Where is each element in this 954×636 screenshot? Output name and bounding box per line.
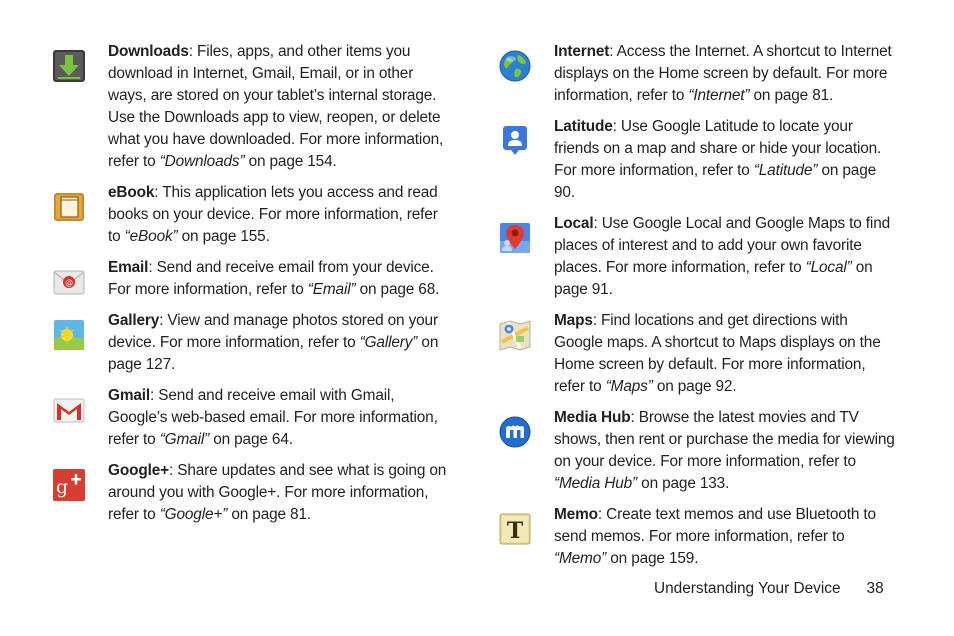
entry-title: Downloads — [108, 43, 189, 60]
entry-page: on page 154. — [244, 153, 337, 170]
entry-ref: “Internet” — [688, 87, 750, 104]
entry-local — [498, 213, 898, 301]
latitude-icon — [498, 124, 532, 158]
entry-ref: “Email” — [307, 281, 356, 298]
entry-google-plus — [52, 460, 452, 526]
entry-desc: : Send and receive email from your device. For more information, refer to — [108, 259, 434, 298]
email-icon — [52, 265, 86, 299]
media-hub-icon — [498, 415, 532, 449]
entry-desc: : Share updates and see what is going on around you with Google+. For more information, refer to — [108, 462, 447, 523]
entry-page: on page 91. — [554, 259, 873, 298]
entry-ref: “eBook” — [124, 228, 178, 245]
entry-desc: : Use Google Local and Google Maps to find places of interest and to add your own favorite places. For more information, refer to — [554, 215, 891, 276]
entry-desc: : Access the Internet. A shortcut to Internet displays on the Home screen by default. For more information, refer to — [554, 43, 892, 104]
entry-ref: “Memo” — [554, 550, 607, 567]
svg-text:g: g — [55, 476, 69, 498]
entry-gallery — [52, 310, 452, 376]
entry-desc: : Create text memos and use Bluetooth to send memos. For more information, refer to — [554, 506, 876, 545]
entry-ref: “Latitude” — [753, 162, 818, 179]
entry-title: Gallery — [108, 312, 160, 329]
entry-memo — [498, 504, 898, 570]
entry-gmail — [52, 385, 452, 451]
entry-title: Local — [554, 215, 594, 232]
google-plus-icon — [52, 468, 86, 502]
entry-page: on page 68. — [355, 281, 440, 298]
footer-page-number: 38 — [866, 580, 884, 597]
entry-desc: : Files, apps, and other items you download in Internet, Gmail, Email, or in other ways, are stored on your tablet’s internal storage. Use the Downloads app to view, reopen, or delete what you have downloaded. For more information, refer to — [108, 43, 444, 170]
gallery-icon — [52, 318, 86, 352]
entry-title: Google+ — [108, 462, 169, 479]
entry-page: on page 90. — [554, 162, 877, 201]
entry-title: Memo — [554, 506, 598, 523]
entry-desc: : This application lets you access and read books on your device. For more information, refer to — [108, 184, 438, 245]
entry-media-hub — [498, 407, 898, 495]
entry-page: on page 155. — [177, 228, 270, 245]
entry-title: Media Hub — [554, 409, 631, 426]
entry-desc: : Use Google Latitude to locate your friends on a map and share or hide your location. For more information, refer to — [554, 118, 882, 179]
entry-page: on page 159. — [606, 550, 699, 567]
downloads-icon — [52, 49, 86, 83]
local-pin-icon — [498, 221, 532, 255]
left-column — [52, 41, 452, 526]
entry-page: on page 81. — [227, 506, 311, 523]
entry-page: on page 81. — [749, 87, 834, 104]
entry-ref: “Maps” — [605, 378, 653, 395]
entry-maps — [498, 310, 898, 398]
entry-page: on page 92. — [652, 378, 737, 395]
svg-text:T: T — [506, 518, 524, 544]
entry-latitude — [498, 116, 898, 204]
entry-ref: “Gmail” — [159, 431, 210, 448]
ebook-icon — [52, 190, 86, 224]
entry-ref: “Downloads” — [159, 153, 245, 170]
entry-desc: : View and manage photos stored on your device. For more information, refer to — [108, 312, 438, 351]
entry-ref: “Media Hub” — [554, 475, 638, 492]
entry-page: on page 133. — [637, 475, 730, 492]
entry-page: on page 127. — [108, 334, 439, 373]
entry-title: Latitude — [554, 118, 613, 135]
footer-section-title: Understanding Your Device — [654, 580, 841, 597]
entry-desc: : Browse the latest movies and TV shows, then rent or purchase the media for viewing on your device. For more information, refer to — [554, 409, 895, 470]
maps-icon — [498, 318, 532, 352]
entry-email — [52, 257, 452, 301]
svg-text:@: @ — [65, 278, 73, 287]
entry-page: on page 64. — [209, 431, 293, 448]
entry-title: Email — [108, 259, 149, 276]
entry-ref: “Google+” — [159, 506, 228, 523]
gmail-icon — [52, 393, 86, 427]
entry-internet — [498, 41, 898, 107]
entry-desc: : Find locations and get directions with Google maps. A shortcut to Maps displays on the Home screen by default. For more information, refer to — [554, 312, 881, 395]
right-column — [498, 41, 898, 570]
entry-ref: “Local” — [805, 259, 852, 276]
memo-icon — [498, 512, 532, 546]
entry-title: Gmail — [108, 387, 151, 404]
entry-downloads — [52, 41, 452, 173]
entry-title: eBook — [108, 184, 155, 201]
globe-icon — [498, 49, 532, 83]
page-footer — [654, 578, 884, 600]
entry-title: Internet — [554, 43, 610, 60]
entry-title: Maps — [554, 312, 593, 329]
entry-desc: : Send and receive email with Gmail, Google’s web-based email. For more information, refer to — [108, 387, 438, 448]
entry-ref: “Gallery” — [359, 334, 418, 351]
entry-ebook — [52, 182, 452, 248]
